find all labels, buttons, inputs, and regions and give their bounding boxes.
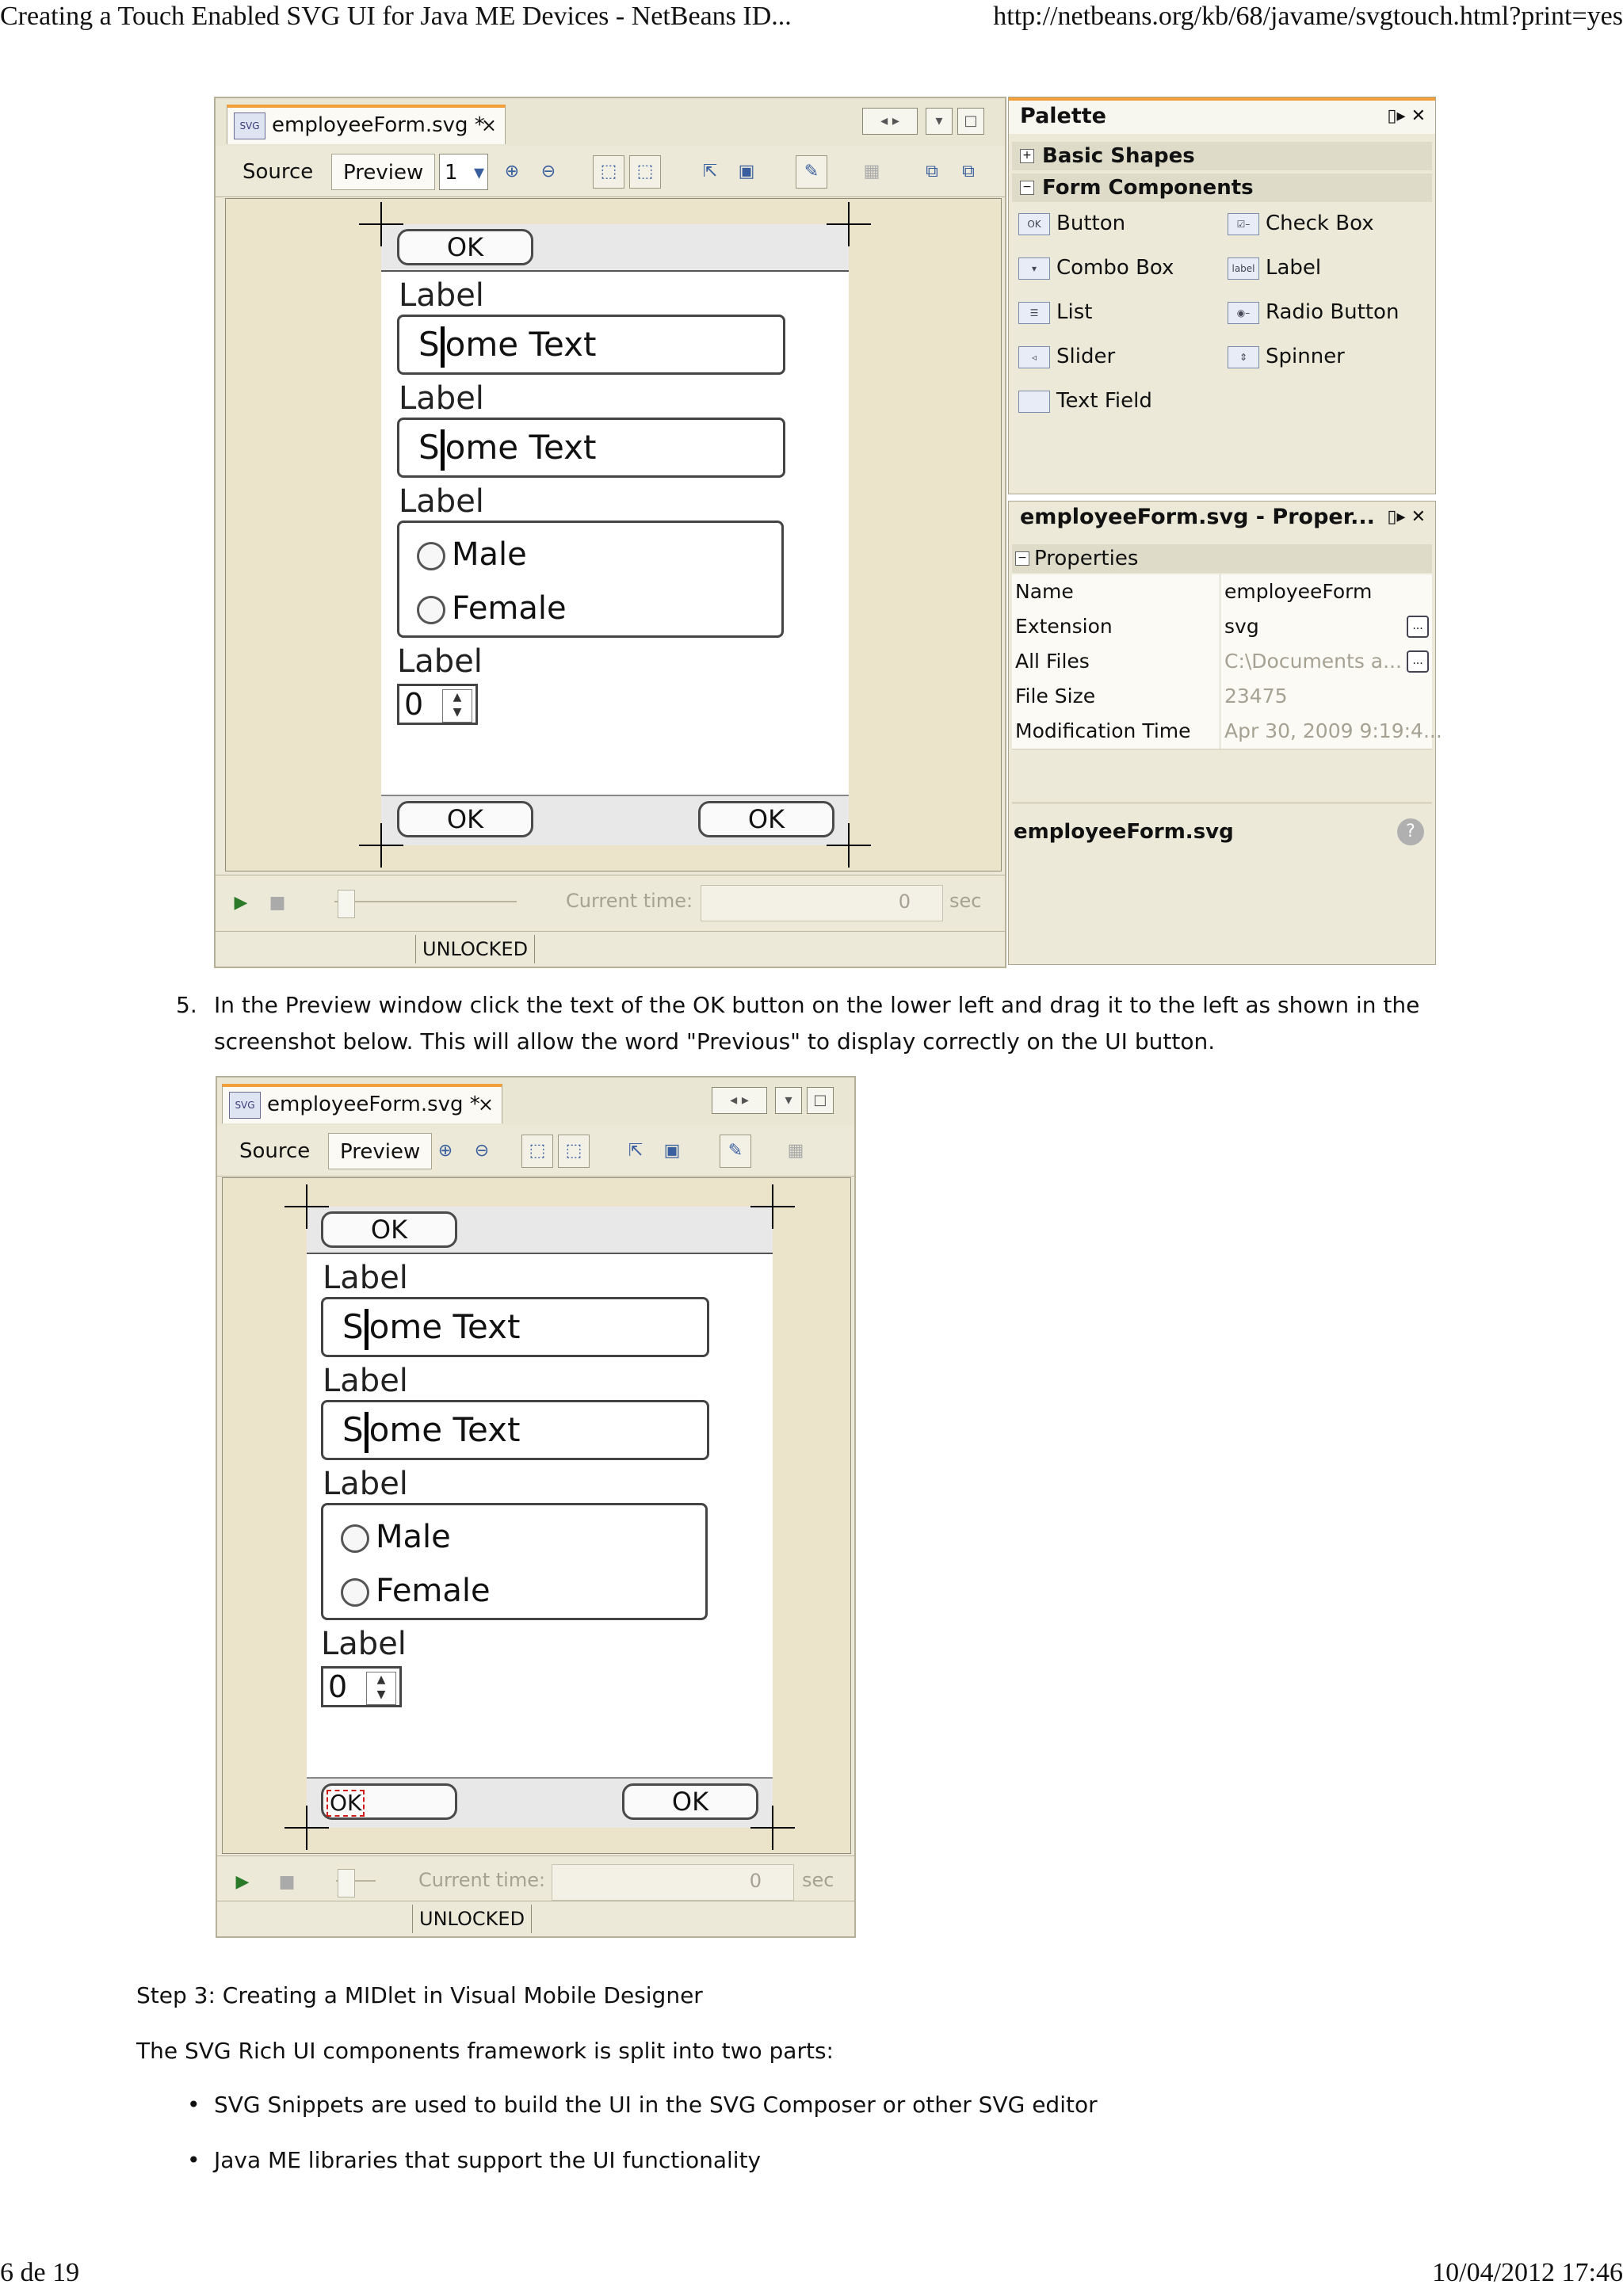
radio-female[interactable] bbox=[341, 1572, 491, 1610]
text-field[interactable] bbox=[321, 1297, 709, 1357]
play-icon[interactable]: ▶ bbox=[234, 893, 248, 913]
text-field[interactable] bbox=[321, 1400, 709, 1460]
palette-title-text: Palette bbox=[1020, 104, 1106, 128]
field-label: Label bbox=[399, 483, 484, 520]
editor-window-2 bbox=[216, 1076, 856, 1938]
top-ok-button[interactable]: OK bbox=[321, 1211, 457, 1248]
label-icon: label bbox=[1228, 257, 1259, 280]
property-value: Apr 30, 2009 9:19:4... bbox=[1224, 719, 1442, 742]
text-field-value-end: ome Text bbox=[369, 1410, 521, 1449]
bottom-right-ok-button[interactable]: OK bbox=[698, 801, 834, 837]
help-icon[interactable]: ? bbox=[1397, 818, 1424, 845]
minimize-close-icon[interactable]: ▯▸ ✕ bbox=[1387, 106, 1426, 126]
svg-file-icon: SVG bbox=[229, 1092, 261, 1119]
text-field[interactable] bbox=[397, 418, 785, 478]
radio-male-label: Male bbox=[376, 1519, 451, 1555]
resize-icon[interactable]: ⇱ bbox=[702, 162, 718, 181]
screen-icon[interactable]: ▣ bbox=[663, 1141, 681, 1161]
palette-item-check-box[interactable] bbox=[1228, 210, 1374, 237]
disabled-tool-icon: ▦ bbox=[787, 1141, 804, 1161]
chevron-down-icon: ▾ bbox=[473, 161, 484, 185]
radio-button-icon: ◉– bbox=[1228, 302, 1259, 324]
page-header-url: http://netbeans.org/kb/68/javame/svgtouch.html?print=yes bbox=[993, 2, 1623, 31]
selected-text-element[interactable]: OK bbox=[327, 1790, 365, 1817]
step-3-heading: Step 3: Creating a MIDlet in Visual Mobile Designer bbox=[136, 1982, 703, 2008]
disabled-tool-icon: ▦ bbox=[863, 162, 880, 181]
text-field-value-start: S bbox=[342, 1307, 364, 1346]
step-5-text: In the Preview window click the text of the OK button on the lower left and drag it to the left as shown in the screenshot below. This will allow the word "Previous" to display correctly on the UI button. bbox=[214, 992, 1420, 1055]
spinner-value: 0 bbox=[404, 687, 424, 722]
category-label: Basic Shapes bbox=[1042, 144, 1195, 168]
time-unit-label: sec bbox=[802, 1869, 834, 1891]
top-ok-button[interactable]: OK bbox=[397, 229, 533, 265]
preview-button[interactable]: Preview bbox=[328, 1133, 432, 1169]
corner-crosshair-icon bbox=[750, 1806, 795, 1850]
property-key: All Files bbox=[1015, 650, 1090, 673]
properties-title bbox=[1009, 502, 1435, 535]
phone-screen bbox=[307, 1207, 773, 1828]
palette-item-label[interactable] bbox=[1228, 254, 1321, 281]
resize-icon[interactable]: ⇱ bbox=[628, 1141, 643, 1161]
phone-bottom-bar bbox=[307, 1777, 773, 1828]
editor-tab[interactable] bbox=[227, 105, 506, 144]
property-key: File Size bbox=[1015, 685, 1096, 707]
zoom-in-icon[interactable]: ⊕ bbox=[437, 1141, 453, 1161]
page-footer-datetime: 10/04/2012 17:46 bbox=[1432, 2258, 1623, 2287]
status-lock: UNLOCKED bbox=[415, 935, 535, 963]
radio-female-label: Female bbox=[376, 1573, 491, 1609]
list-icon: ☰ bbox=[1018, 302, 1050, 324]
frame-select-value: 1 bbox=[445, 161, 458, 185]
bullet-marker: • bbox=[187, 2147, 200, 2173]
bottom-left-ok-button[interactable] bbox=[321, 1783, 457, 1820]
palette-item-slider[interactable] bbox=[1018, 343, 1115, 370]
palette-item-text-field[interactable] bbox=[1018, 387, 1152, 414]
source-button[interactable]: Source bbox=[239, 1139, 311, 1163]
editor-tab-label: employeeForm.svg * bbox=[272, 113, 485, 137]
properties-panel bbox=[1008, 501, 1442, 965]
text-caret bbox=[441, 429, 445, 471]
current-time-value: 0 bbox=[749, 1870, 762, 1892]
palette-panel bbox=[1008, 97, 1436, 494]
palette-item-label: Slider bbox=[1056, 345, 1116, 368]
palette-item-label: Combo Box bbox=[1056, 256, 1174, 280]
property-row-file-size bbox=[1012, 679, 1432, 715]
page-footer-page: 6 de 19 bbox=[0, 2258, 80, 2287]
text-field-value-end: ome Text bbox=[445, 428, 597, 467]
slider-icon: ◃ bbox=[1018, 346, 1050, 368]
text-field-value-start: S bbox=[342, 1410, 364, 1449]
palette-title bbox=[1009, 97, 1435, 134]
select-area-icon[interactable]: ⬚ bbox=[629, 155, 661, 189]
paste-icon[interactable]: ⧉ bbox=[962, 162, 975, 181]
play-icon[interactable]: ▶ bbox=[235, 1872, 250, 1892]
close-icon[interactable]: × bbox=[477, 1093, 494, 1116]
field-label: Label bbox=[397, 643, 483, 680]
text-field[interactable] bbox=[397, 315, 785, 375]
palette-item-label: List bbox=[1056, 300, 1093, 324]
source-button[interactable]: Source bbox=[242, 160, 314, 184]
palette-item-label: Radio Button bbox=[1266, 300, 1400, 324]
property-key: Extension bbox=[1015, 615, 1113, 638]
page-header-title: Creating a Touch Enabled SVG UI for Java ME Devices - NetBeans ID... bbox=[0, 2, 792, 31]
framework-intro: The SVG Rich UI components framework is split into two parts: bbox=[136, 2038, 834, 2064]
close-icon[interactable]: × bbox=[480, 114, 497, 136]
palette-item-label: Text Field bbox=[1056, 389, 1152, 413]
edit-icon[interactable]: ✎ bbox=[796, 155, 827, 189]
ellipsis-button[interactable]: ... bbox=[1407, 650, 1429, 673]
properties-title-text: employeeForm.svg - Proper... bbox=[1020, 505, 1375, 529]
radio-circle-icon bbox=[341, 1578, 369, 1607]
phone-top-bar bbox=[307, 1207, 773, 1254]
editor-toolbar bbox=[216, 146, 1005, 197]
property-key: Modification Time bbox=[1015, 719, 1191, 742]
phone-top-bar bbox=[381, 224, 849, 272]
combo-box-icon: ▾ bbox=[1018, 257, 1050, 280]
select-icon[interactable]: ⬚ bbox=[593, 155, 624, 189]
editor-tab[interactable] bbox=[222, 1084, 502, 1123]
timeline-slider-handle[interactable] bbox=[338, 890, 355, 918]
zoom-out-icon[interactable]: ⊖ bbox=[474, 1141, 490, 1161]
corner-crosshair-icon bbox=[750, 1184, 795, 1229]
property-row-modification-time bbox=[1012, 714, 1442, 749]
properties-section[interactable] bbox=[1012, 544, 1432, 573]
field-label: Label bbox=[399, 380, 484, 417]
spinner-arrows-icon[interactable]: ▲ ▼ bbox=[442, 689, 472, 723]
radio-circle-icon bbox=[417, 542, 445, 570]
preview-button[interactable]: Preview bbox=[331, 154, 435, 190]
field-label: Label bbox=[321, 1626, 407, 1662]
zoom-out-icon[interactable]: ⊖ bbox=[540, 162, 556, 181]
spinner-arrows-icon[interactable]: ▲ ▼ bbox=[366, 1672, 396, 1705]
text-field-icon bbox=[1018, 391, 1050, 413]
corner-crosshair-icon bbox=[827, 823, 871, 868]
properties-section-label: Properties bbox=[1034, 547, 1139, 570]
radio-male-label: Male bbox=[452, 536, 527, 573]
stop-icon: ■ bbox=[278, 1872, 296, 1892]
palette-item-list[interactable] bbox=[1018, 299, 1092, 326]
timeline-bar bbox=[216, 875, 1005, 931]
text-field-value-end: ome Text bbox=[445, 325, 597, 364]
spinner-value: 0 bbox=[328, 1669, 348, 1704]
text-caret bbox=[365, 1309, 369, 1350]
current-time-field bbox=[701, 885, 943, 921]
editor-tabbar bbox=[216, 98, 1005, 147]
bottom-left-ok-button[interactable]: OK bbox=[397, 801, 533, 837]
step-5-number: 5. bbox=[176, 992, 197, 1018]
stop-icon: ■ bbox=[269, 893, 286, 913]
palette-item-spinner[interactable] bbox=[1228, 343, 1345, 370]
text-field-value-start: S bbox=[418, 325, 440, 364]
timeline-slider-handle[interactable] bbox=[338, 1869, 355, 1897]
property-key: Name bbox=[1015, 580, 1074, 603]
preview-canvas[interactable] bbox=[225, 198, 1002, 871]
maximize-icon[interactable]: □ bbox=[807, 1087, 834, 1114]
property-value: svg bbox=[1224, 615, 1259, 638]
radio-male[interactable] bbox=[417, 536, 527, 574]
field-label: Label bbox=[323, 1260, 408, 1296]
text-caret bbox=[365, 1412, 369, 1453]
spinner[interactable] bbox=[397, 684, 478, 725]
radio-circle-icon bbox=[341, 1524, 369, 1553]
radio-female[interactable] bbox=[417, 589, 567, 627]
current-time-field bbox=[552, 1864, 794, 1901]
palette-item-label: Spinner bbox=[1266, 345, 1345, 368]
editor-window-1 bbox=[214, 97, 1006, 968]
radio-group bbox=[397, 521, 784, 638]
scroll-tabs-icon[interactable]: ◂ ▸ bbox=[712, 1087, 767, 1114]
radio-female-label: Female bbox=[452, 590, 567, 627]
spinner-icon: ⇕ bbox=[1228, 346, 1259, 368]
corner-crosshair-icon bbox=[285, 1184, 329, 1229]
category-label: Form Components bbox=[1042, 176, 1254, 200]
status-bar bbox=[216, 931, 1005, 967]
zoom-in-icon[interactable]: ⊕ bbox=[504, 162, 520, 181]
editor-toolbar bbox=[217, 1125, 854, 1177]
timeline-track[interactable] bbox=[334, 901, 517, 902]
current-time-label: Current time: bbox=[418, 1869, 546, 1891]
category-form-components[interactable] bbox=[1012, 174, 1432, 202]
corner-crosshair-icon bbox=[359, 823, 403, 868]
button-icon: OK bbox=[1018, 213, 1050, 235]
property-value: employeeForm bbox=[1224, 580, 1373, 603]
status-bar bbox=[217, 1901, 854, 1936]
property-value: C:\Documents a... bbox=[1224, 650, 1402, 673]
edit-icon[interactable]: ✎ bbox=[720, 1135, 751, 1168]
collapse-icon[interactable]: − bbox=[1020, 181, 1034, 195]
palette-item-label: Check Box bbox=[1266, 212, 1374, 235]
checkbox-icon: ☑– bbox=[1228, 213, 1259, 235]
editor-tab-label: employeeForm.svg * bbox=[267, 1093, 480, 1116]
screen-icon[interactable]: ▣ bbox=[738, 162, 755, 181]
collapse-icon[interactable]: − bbox=[1015, 551, 1029, 566]
text-field-value-end: ome Text bbox=[369, 1307, 521, 1346]
properties-footer-name: employeeForm.svg bbox=[1014, 820, 1234, 844]
phone-screen bbox=[381, 224, 849, 845]
property-value: 23475 bbox=[1224, 685, 1288, 707]
current-time-label: Current time: bbox=[566, 890, 693, 912]
field-label: Label bbox=[399, 277, 484, 314]
bullet-item: Java ME libraries that support the UI functionality bbox=[214, 2147, 762, 2173]
phone-bottom-bar bbox=[381, 795, 849, 845]
select-area-icon[interactable]: ⬚ bbox=[558, 1135, 590, 1168]
corner-crosshair-icon bbox=[285, 1806, 329, 1850]
tab-list-icon[interactable]: ▾ bbox=[926, 108, 953, 135]
tab-list-icon[interactable]: ▾ bbox=[775, 1087, 802, 1114]
palette-item-button[interactable] bbox=[1018, 210, 1125, 237]
radio-group bbox=[321, 1503, 708, 1620]
corner-crosshair-icon bbox=[827, 202, 871, 246]
text-field-value-start: S bbox=[418, 428, 440, 467]
palette-item-label: Label bbox=[1266, 256, 1322, 280]
svg-file-icon: SVG bbox=[234, 113, 265, 139]
property-row-name[interactable] bbox=[1012, 574, 1432, 610]
current-time-value: 0 bbox=[898, 891, 911, 913]
category-basic-shapes[interactable] bbox=[1012, 142, 1432, 170]
maximize-icon[interactable]: □ bbox=[957, 108, 984, 135]
corner-crosshair-icon bbox=[359, 202, 403, 246]
property-row-all-files[interactable] bbox=[1012, 644, 1432, 680]
expand-icon[interactable]: + bbox=[1020, 149, 1034, 163]
palette-item-combo-box[interactable] bbox=[1018, 254, 1174, 281]
ellipsis-button[interactable]: ... bbox=[1407, 616, 1429, 638]
preview-canvas[interactable] bbox=[222, 1177, 851, 1854]
bottom-right-ok-button[interactable]: OK bbox=[622, 1783, 758, 1820]
copy-icon[interactable]: ⧉ bbox=[926, 162, 938, 181]
spinner[interactable] bbox=[321, 1666, 402, 1707]
palette-item-radio-button[interactable] bbox=[1228, 299, 1399, 326]
property-row-extension[interactable] bbox=[1012, 609, 1432, 645]
time-unit-label: sec bbox=[949, 890, 982, 912]
frame-select[interactable] bbox=[439, 154, 488, 190]
field-label: Label bbox=[323, 1363, 408, 1399]
editor-tabbar bbox=[217, 1077, 854, 1126]
status-lock: UNLOCKED bbox=[412, 1905, 532, 1933]
field-label: Label bbox=[323, 1466, 408, 1502]
bullet-marker: • bbox=[187, 2092, 200, 2118]
bullet-item: SVG Snippets are used to build the UI in the SVG Composer or other SVG editor bbox=[214, 2092, 1098, 2118]
select-icon[interactable]: ⬚ bbox=[521, 1135, 553, 1168]
minimize-close-icon[interactable]: ▯▸ ✕ bbox=[1387, 507, 1426, 527]
radio-male[interactable] bbox=[341, 1518, 451, 1556]
palette-item-label: Button bbox=[1056, 212, 1126, 235]
scroll-tabs-icon[interactable]: ◂ ▸ bbox=[862, 108, 918, 135]
text-caret bbox=[441, 326, 445, 368]
radio-circle-icon bbox=[417, 596, 445, 624]
